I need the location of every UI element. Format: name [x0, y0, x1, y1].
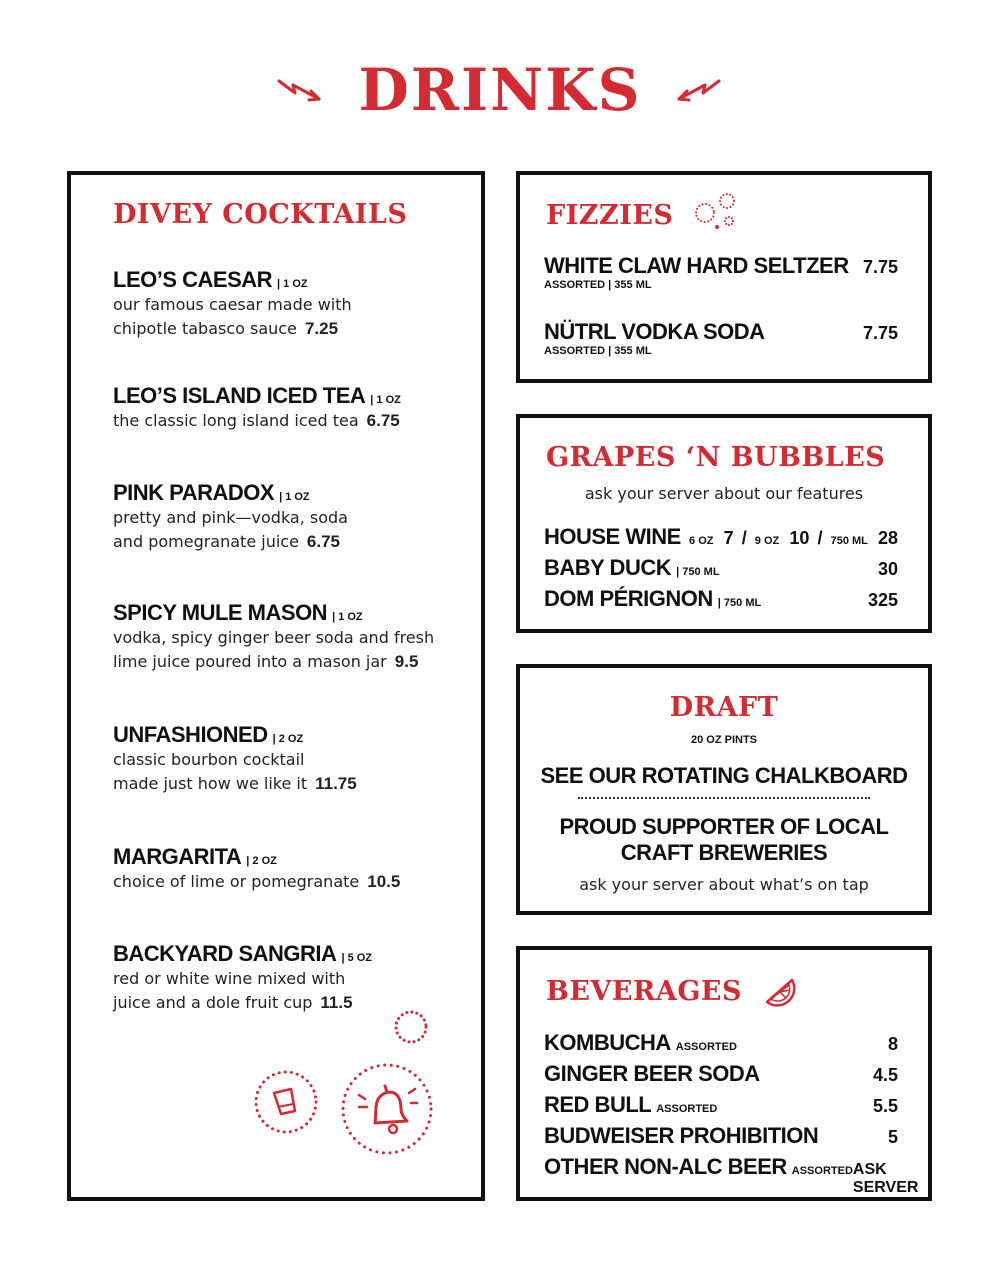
item-name: NÜTRL VODKA SODA [544, 319, 765, 344]
item-size: ASSORTED | 355 ML [544, 345, 652, 357]
item-name: BUDWEISER PROHIBITION [544, 1123, 819, 1148]
item-desc: classic bourbon cocktail [113, 750, 305, 769]
item-size: | 1 OZ [277, 278, 308, 290]
item-price: 5.5 [872, 1096, 898, 1116]
item-desc: made just how we like it [113, 774, 308, 793]
section-title: FIZZIES [546, 199, 674, 231]
menu-item [544, 1154, 919, 1197]
item-price: 7 [723, 528, 734, 548]
draft-line: PROUD SUPPORTER OF LOCAL [559, 814, 889, 839]
lightning-bolt-icon [275, 73, 323, 107]
grapes-panel [516, 414, 932, 633]
menu-item [113, 600, 434, 674]
item-tag: ASSORTED [656, 1103, 718, 1115]
item-price: 9.5 [394, 652, 419, 671]
item-price: 6.75 [366, 411, 400, 430]
page-title: DRINKS [358, 56, 642, 124]
item-price: 7.25 [304, 319, 339, 338]
item-size: | 2 OZ [272, 733, 304, 745]
separator: / [817, 528, 823, 548]
item-name: PINK PARADOX [113, 480, 275, 505]
item-name: MARGARITA [113, 844, 242, 869]
item-desc: and pomegranate juice [113, 532, 299, 551]
menu-item [113, 722, 357, 796]
item-price: 11.5 [320, 993, 353, 1012]
section-title: DRAFT [669, 692, 779, 723]
item-price: ASK SERVER [852, 1161, 919, 1196]
menu-item [544, 1092, 898, 1118]
item-price: 8 [887, 1034, 898, 1054]
item-size: 6 OZ [689, 535, 714, 547]
section-note: ask your server about our features [584, 484, 864, 503]
item-prices [689, 528, 898, 549]
item-size: | 2 OZ [246, 855, 277, 867]
section-title: GRAPES ‘N BUBBLES [546, 442, 886, 473]
item-price: 7.75 [862, 257, 898, 277]
item-name: OTHER NON-ALC BEER [544, 1154, 787, 1179]
item-size: ASSORTED | 355 ML [544, 279, 652, 291]
cocktails-panel [67, 171, 485, 1201]
item-price: 5 [887, 1127, 898, 1147]
page-header [0, 55, 1000, 125]
section-title: DIVEY COCKTAILS [113, 199, 408, 230]
menu-item [544, 555, 898, 581]
bubbles-icon [691, 191, 741, 231]
item-desc: red or white wine mixed with [113, 969, 346, 988]
draft-line: CRAFT BREWERIES [620, 840, 828, 865]
menu-item [544, 524, 898, 550]
item-desc: our famous caesar made with [113, 295, 352, 314]
item-name: DOM PÉRIGNON [544, 586, 713, 611]
item-tag: ASSORTED [791, 1165, 853, 1177]
bubble-icon [391, 1007, 431, 1047]
section-header [546, 199, 741, 231]
item-name: KOMBUCHA [544, 1030, 671, 1055]
draft-panel [516, 664, 932, 915]
menu-item [113, 844, 400, 894]
item-name: SPICY MULE MASON [113, 600, 328, 625]
item-size: | 1 OZ [370, 394, 401, 406]
item-size: | 750 ML [676, 566, 720, 578]
item-size: | 5 OZ [341, 952, 373, 964]
item-name: WHITE CLAW HARD SELTZER [544, 253, 849, 278]
menu-item [544, 1123, 898, 1149]
dotted-divider [578, 797, 870, 799]
item-tag: ASSORTED [675, 1041, 737, 1053]
menu-item [544, 586, 898, 612]
section-note: ask your server about what’s on tap [579, 875, 869, 894]
item-desc: the classic long island iced tea [113, 411, 359, 430]
item-desc: lime juice poured into a mason jar [113, 652, 387, 671]
item-price: 10.5 [367, 872, 401, 891]
item-price: 11.75 [315, 774, 357, 793]
item-price: 30 [877, 559, 898, 579]
section-header [546, 974, 798, 1008]
menu-item [544, 1061, 898, 1087]
item-size: 750 ML [830, 535, 868, 547]
item-name: BABY DUCK [544, 555, 672, 580]
item-desc: pretty and pink—vodka, soda [113, 508, 348, 527]
item-size: | 750 ML [717, 597, 762, 609]
draft-line: SEE OUR ROTATING CHALKBOARD [540, 763, 908, 788]
item-name: GINGER BEER SODA [544, 1061, 760, 1086]
section-title: BEVERAGES [546, 975, 742, 1007]
item-price: 7.75 [862, 323, 898, 343]
menu-item [544, 319, 898, 357]
item-name: UNFASHIONED [113, 722, 268, 747]
menu-item [113, 941, 372, 1015]
bell-icon [337, 1059, 437, 1159]
item-size: | 1 OZ [332, 611, 363, 623]
item-price: 28 [877, 528, 898, 548]
item-desc: juice and a dole fruit cup [113, 993, 313, 1012]
item-price: 10 [789, 528, 810, 548]
item-name: HOUSE WINE [544, 524, 681, 549]
item-desc: chipotle tabasco sauce [113, 319, 297, 338]
item-name: RED BULL [544, 1092, 652, 1117]
menu-item [113, 383, 401, 433]
item-name: BACKYARD SANGRIA [113, 941, 337, 966]
section-subtitle: 20 OZ PINTS [690, 734, 758, 746]
item-name: LEO’S CAESAR [113, 267, 273, 292]
item-price: 6.75 [306, 532, 341, 551]
menu-item [544, 1030, 898, 1056]
fizzies-panel [516, 171, 932, 383]
beverages-panel [516, 946, 932, 1201]
item-desc: choice of lime or pomegranate [113, 872, 360, 891]
item-name: LEO’S ISLAND ICED TEA [113, 383, 366, 408]
item-desc: vodka, spicy ginger beer soda and fresh [113, 628, 435, 647]
item-size: 9 OZ [754, 535, 780, 547]
lime-wedge-icon [762, 974, 798, 1008]
menu-item [113, 480, 348, 554]
separator: / [741, 528, 747, 548]
lightning-bolt-icon [675, 73, 723, 107]
item-price: 325 [867, 590, 898, 610]
menu-item [113, 267, 352, 341]
menu-item [544, 253, 898, 291]
shot-glass-icon [251, 1067, 321, 1137]
item-price: 4.5 [872, 1065, 898, 1085]
item-size: | 1 OZ [279, 491, 310, 503]
